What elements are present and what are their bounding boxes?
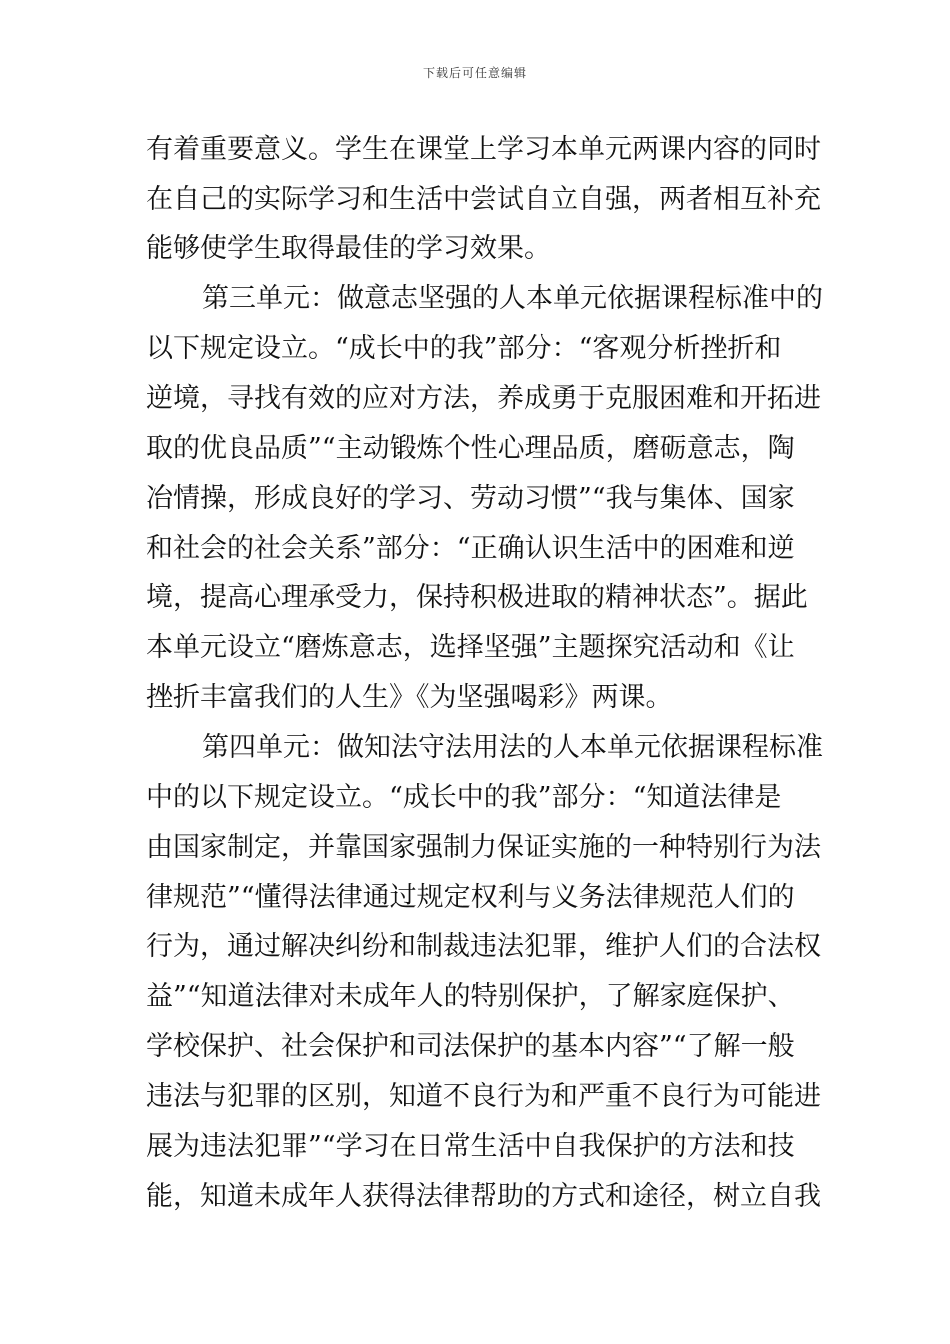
body-line: 境，提高心理承受力，保持积极进取的精神状态”。据此 <box>146 582 808 613</box>
body-line: 和社会的社会关系”部分：“正确认识生活中的困难和逆 <box>146 533 795 564</box>
body-line: 能够使学生取得最佳的学习效果。 <box>146 233 551 264</box>
paragraph-start-line: 第四单元：做知法守法用法的人本单元依据课程标准 <box>202 732 823 763</box>
body-line: 行为，通过解决纠纷和制裁违法犯罪，维护人们的合法权 <box>146 931 821 962</box>
body-line: 挫折丰富我们的人生》《为坚强喝彩》两课。 <box>146 682 673 713</box>
body-line: 益”“知道法律对未成年人的特别保护，了解家庭保护、 <box>146 981 795 1012</box>
body-line: 在自己的实际学习和生活中尝试自立自强，两者相互补充 <box>146 184 821 215</box>
body-line: 违法与犯罪的区别，知道不良行为和严重不良行为可能进 <box>146 1081 821 1112</box>
body-line: 中的以下规定设立。“成长中的我”部分：“知道法律是 <box>146 782 782 813</box>
body-line: 展为违法犯罪”“学习在日常生活中自我保护的方法和技 <box>146 1131 795 1162</box>
body-line: 能，知道未成年人获得法律帮助的方式和途径，树立自我 <box>146 1181 821 1212</box>
body-line: 逆境，寻找有效的应对方法，养成勇于克服困难和开拓进 <box>146 383 821 414</box>
body-line: 以下规定设立。“成长中的我”部分：“客观分析挫折和 <box>146 333 782 364</box>
body-line: 学校保护、社会保护和司法保护的基本内容”“了解一般 <box>146 1031 795 1062</box>
body-line: 冶情操，形成良好的学习、劳动习惯”“我与集体、国家 <box>146 483 795 514</box>
body-line: 有着重要意义。学生在课堂上学习本单元两课内容的同时 <box>146 134 821 165</box>
body-line: 由国家制定，并靠国家强制力保证实施的一种特别行为法 <box>146 832 821 863</box>
body-line: 取的优良品质”“主动锻炼个性心理品质，磨砺意志，陶 <box>146 433 795 464</box>
paragraph-start-line: 第三单元：做意志坚强的人本单元依据课程标准中的 <box>202 283 823 314</box>
body-line: 律规范”“懂得法律通过规定权利与义务法律规范人们的 <box>146 882 795 913</box>
page-header: 下载后可任意编辑 <box>422 66 527 80</box>
body-line: 本单元设立“磨炼意志，选择坚强”主题探究活动和《让 <box>146 632 795 663</box>
